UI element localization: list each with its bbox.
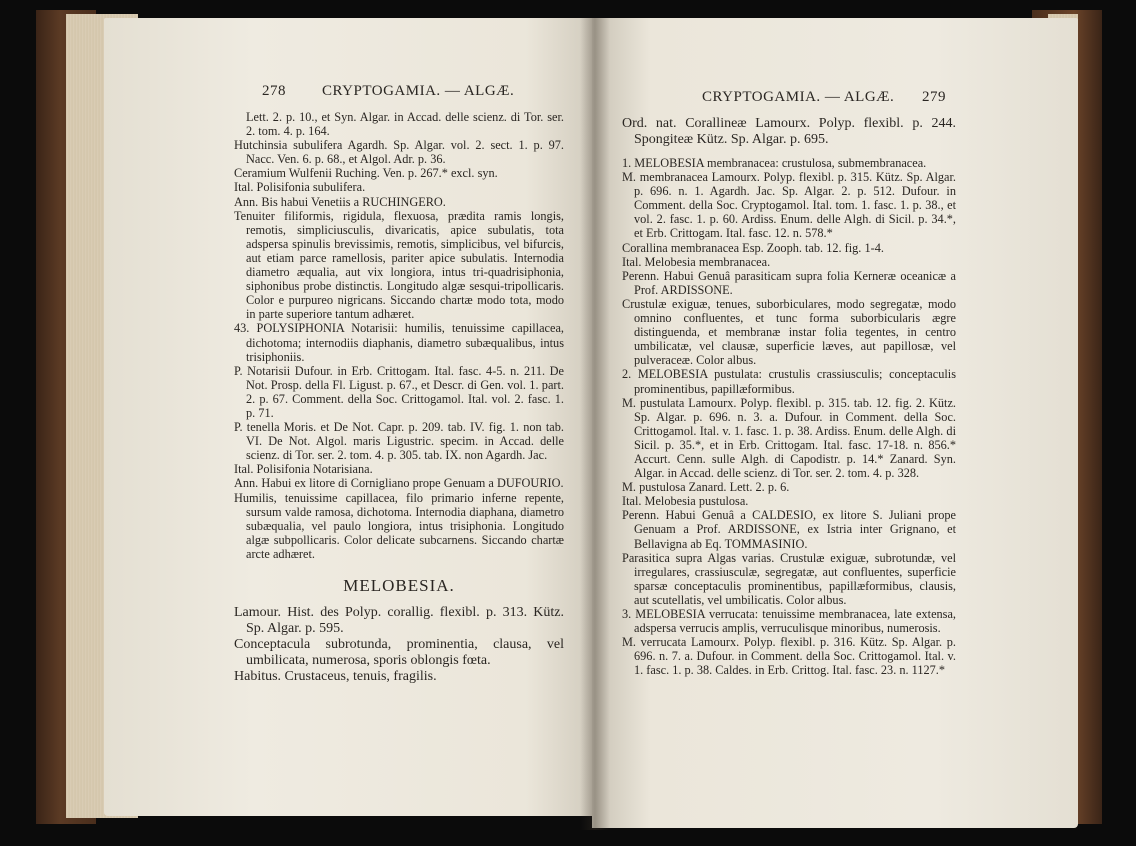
text-paragraph: Parasitica supra Algas varias. Crustulæ exiguæ, subrotundæ, vel irregulares, crassiusculæ, segregatæ, aut confluentes, superficie sparsæ conceptaculis prominentibus, papillæformibus, clausis, aut scutellatis, vel umbilicatis. Color albus. — [622, 550, 956, 607]
text-paragraph: Lett. 2. p. 10., et Syn. Algar. in Accad. delle scienz. di Tor. ser. 2. tom. 4. p. 164. — [246, 110, 564, 139]
text-paragraph: 2. MELOBESIA pustulata: crustulis crassiusculis; conceptaculis prominentibus, papillæformibus. — [622, 367, 956, 396]
right-intro — [622, 116, 956, 148]
text-paragraph: Hutchinsia subulifera Agardh. Sp. Algar. vol. 2. sect. 1. p. 97. Nacc. Ven. 6. p. 68., et Algol. Adr. p. 36. — [234, 138, 564, 167]
text-paragraph: M. pustulosa Zanard. Lett. 2. p. 6. — [622, 480, 790, 495]
left-page-text — [234, 84, 564, 685]
text-paragraph: Lamour. Hist. des Polyp. corallig. flexibl. p. 313. Kütz. Sp. Algar. p. 595. — [234, 605, 564, 637]
section-body — [234, 605, 564, 685]
text-paragraph: M. membranacea Lamourx. Polyp. flexibl. p. 315. Kütz. Sp. Algar. p. 696. n. 1. Agardh. Jac. Sp. Algar. 2. p. 512. Dufour. in Comment. della Soc. Cryptogamol. Ital. tom. 1. fasc. 1. p. 38., et vol. 2. fasc. 1. p. 60. Ardiss. Enum. delle Algh. di Sicil. p. 34.*, et Erb. Crittogam. Ital. fasc. 12. n. 578.* — [622, 170, 956, 241]
text-paragraph: M. verrucata Lamourx. Polyp. flexibl. p. 316. Kütz. Sp. Algar. p. 696. n. 7. a. Dufour. in Comment. della Soc. Crittogamol. Ital. v. 1. fasc. 1. p. 38. Caldes. in Erb. Crittog. Ital. fasc. 23. n. 1127.* — [622, 635, 956, 678]
text-paragraph: Habitus. Crustaceus, tenuis, fragilis. — [234, 669, 437, 685]
right-page-number: 279 — [922, 89, 946, 105]
right-page-text — [622, 90, 956, 677]
text-paragraph: Ceramium Wulfenii Ruching. Ven. p. 267.* excl. syn. — [234, 166, 498, 181]
text-paragraph: Ord. nat. Corallineæ Lamourx. Polyp. flexibl. p. 244. Spongiteæ Kütz. Sp. Algar. p. 695. — [622, 116, 956, 147]
text-paragraph: Conceptacula subrotunda, prominentia, clausa, vel umbilicata, numerosa, sporis oblongis fœta. — [234, 637, 564, 669]
text-paragraph: 43. POLYSIPHONIA Notarisii: humilis, tenuissime capillacea, dichotoma; internodiis diaphanis, diametro subæqualibus, intus trisiphoniis. — [234, 321, 564, 364]
text-paragraph: Ital. Polisifonia subulifera. — [234, 180, 366, 195]
text-paragraph: 1. MELOBESIA membranacea: crustulosa, submembranacea. — [622, 156, 927, 170]
text-paragraph: Perenn. Habui Genuâ parasiticam supra folia Kerneræ oceanicæ a Prof. ARDISSONE. — [622, 268, 956, 297]
text-paragraph: Ann. Bis habui Venetiis a RUCHINGERO. — [234, 194, 446, 209]
text-paragraph: Ital. Polisifonia Notarisiana. — [234, 462, 373, 477]
right-running-head: CRYPTOGAMIA. — ALGÆ. — [702, 89, 895, 105]
left-running-header — [234, 84, 564, 106]
text-paragraph: P. tenella Moris. et De Not. Capr. p. 209. tab. IV. fig. 1. non tab. VI. De Not. Algol. maris Ligustric. specim. in Accad. delle scienz. di Tor. ser. 2. tom. 4. p. 305. tab. IX. non Agardh. Jac. — [234, 420, 564, 463]
left-page-number: 278 — [262, 83, 286, 99]
text-paragraph: Humilis, tenuissime capillacea, filo primario inferne repente, sursum valde ramosa, dichotoma. Internodia diaphana, diametro subæqualia, vel paulo longiora, intus trisiphonia. Longitudo algæ subpollicaris. Color delicate subcarnens. Siccando chartæ arcte adhæret. — [234, 490, 564, 561]
left-body — [234, 110, 564, 561]
left-running-head: CRYPTOGAMIA. — ALGÆ. — [322, 83, 515, 99]
section-title: MELOBESIA. — [343, 576, 455, 595]
right-body — [622, 156, 956, 677]
text-paragraph: M. pustulata Lamourx. Polyp. flexibl. p. 315. tab. 12. fig. 2. Kütz. Sp. Algar. p. 696. n. 3. a. Dufour. in Comment. della Soc. Crittogamol. Ital. v. 1. fasc. 1. p. 38. Ardiss. Enum. delle Algh. di Sicil. p. 35.*, et in Erb. Crittogam. Ital. fasc. 17-18. n. 856.* Accurt. Cenn. sulle Algh. di Capodistr. p. 14.* Zanard. Syn. Algar. in Accad. delle scienz. di Tor. ser. 2. tom. 4. p. 328. — [622, 395, 956, 481]
text-paragraph: Ital. Melobesia pustulosa. — [622, 494, 749, 509]
text-paragraph: 3. MELOBESIA verrucata: tenuissime membranacea, late extensa, adspersa verrucis amplis, verruculisque minoribus, numerosis. — [622, 607, 956, 636]
text-paragraph: Crustulæ exiguæ, tenues, suborbiculares, modo segregatæ, modo omnino confluentes, et tunc forma suborbicularis ægre distinguenda, et membranæ instar folia tegentes, in centro umbilicatæ, vel clausæ, superficie læves, aut papillosæ, vel pulveraceæ. Color albus. — [622, 296, 956, 368]
text-paragraph: Corallina membranacea Esp. Zooph. tab. 12. fig. 1-4. — [622, 240, 884, 255]
text-paragraph: Tenuiter filiformis, rigidula, flexuosa, prædita ramis longis, remotis, simpliciusculis, divaricatis, apice subulatis, tota adspersa spinulis brevissimis, remotis, simplicibus, vel bifurcis, aut etiam parce ramellosis, pariter apice subulatis. Internodia diametro æqualia, aut vix longiora, intus tri-quadrisiphonia, siphonibus probe distinctis. Longitudo algæ sesqui-tripollicaris. Color e purpureo nigricans. Siccando chartæ modo tota, modo in parte superiore tantum adhæret. — [234, 208, 564, 322]
text-paragraph: P. Notarisii Dufour. in Erb. Crittogam. Ital. fasc. 4-5. n. 211. De Not. Prosp. della Fl. Ligust. p. 67., et Descr. di Gen. vol. 1. part. 2. p. 67. Comment. della Soc. Crittogamol. Ital. vol. 2. fasc. 1. p. 71. — [234, 363, 564, 420]
right-running-header — [622, 90, 956, 112]
text-paragraph: Ital. Melobesia membranacea. — [622, 254, 771, 269]
book-gutter — [580, 18, 610, 830]
text-paragraph: Perenn. Habui Genuâ a CALDESIO, ex litore S. Juliani prope Genuam a Prof. ARDISSONE, ex Istria inter Grignano, et Bellavigna ab Eq. TOMMASINIO. — [622, 508, 956, 551]
text-paragraph: Ann. Habui ex litore di Cornigliano prope Genuam a DUFOURIO. — [234, 476, 564, 491]
